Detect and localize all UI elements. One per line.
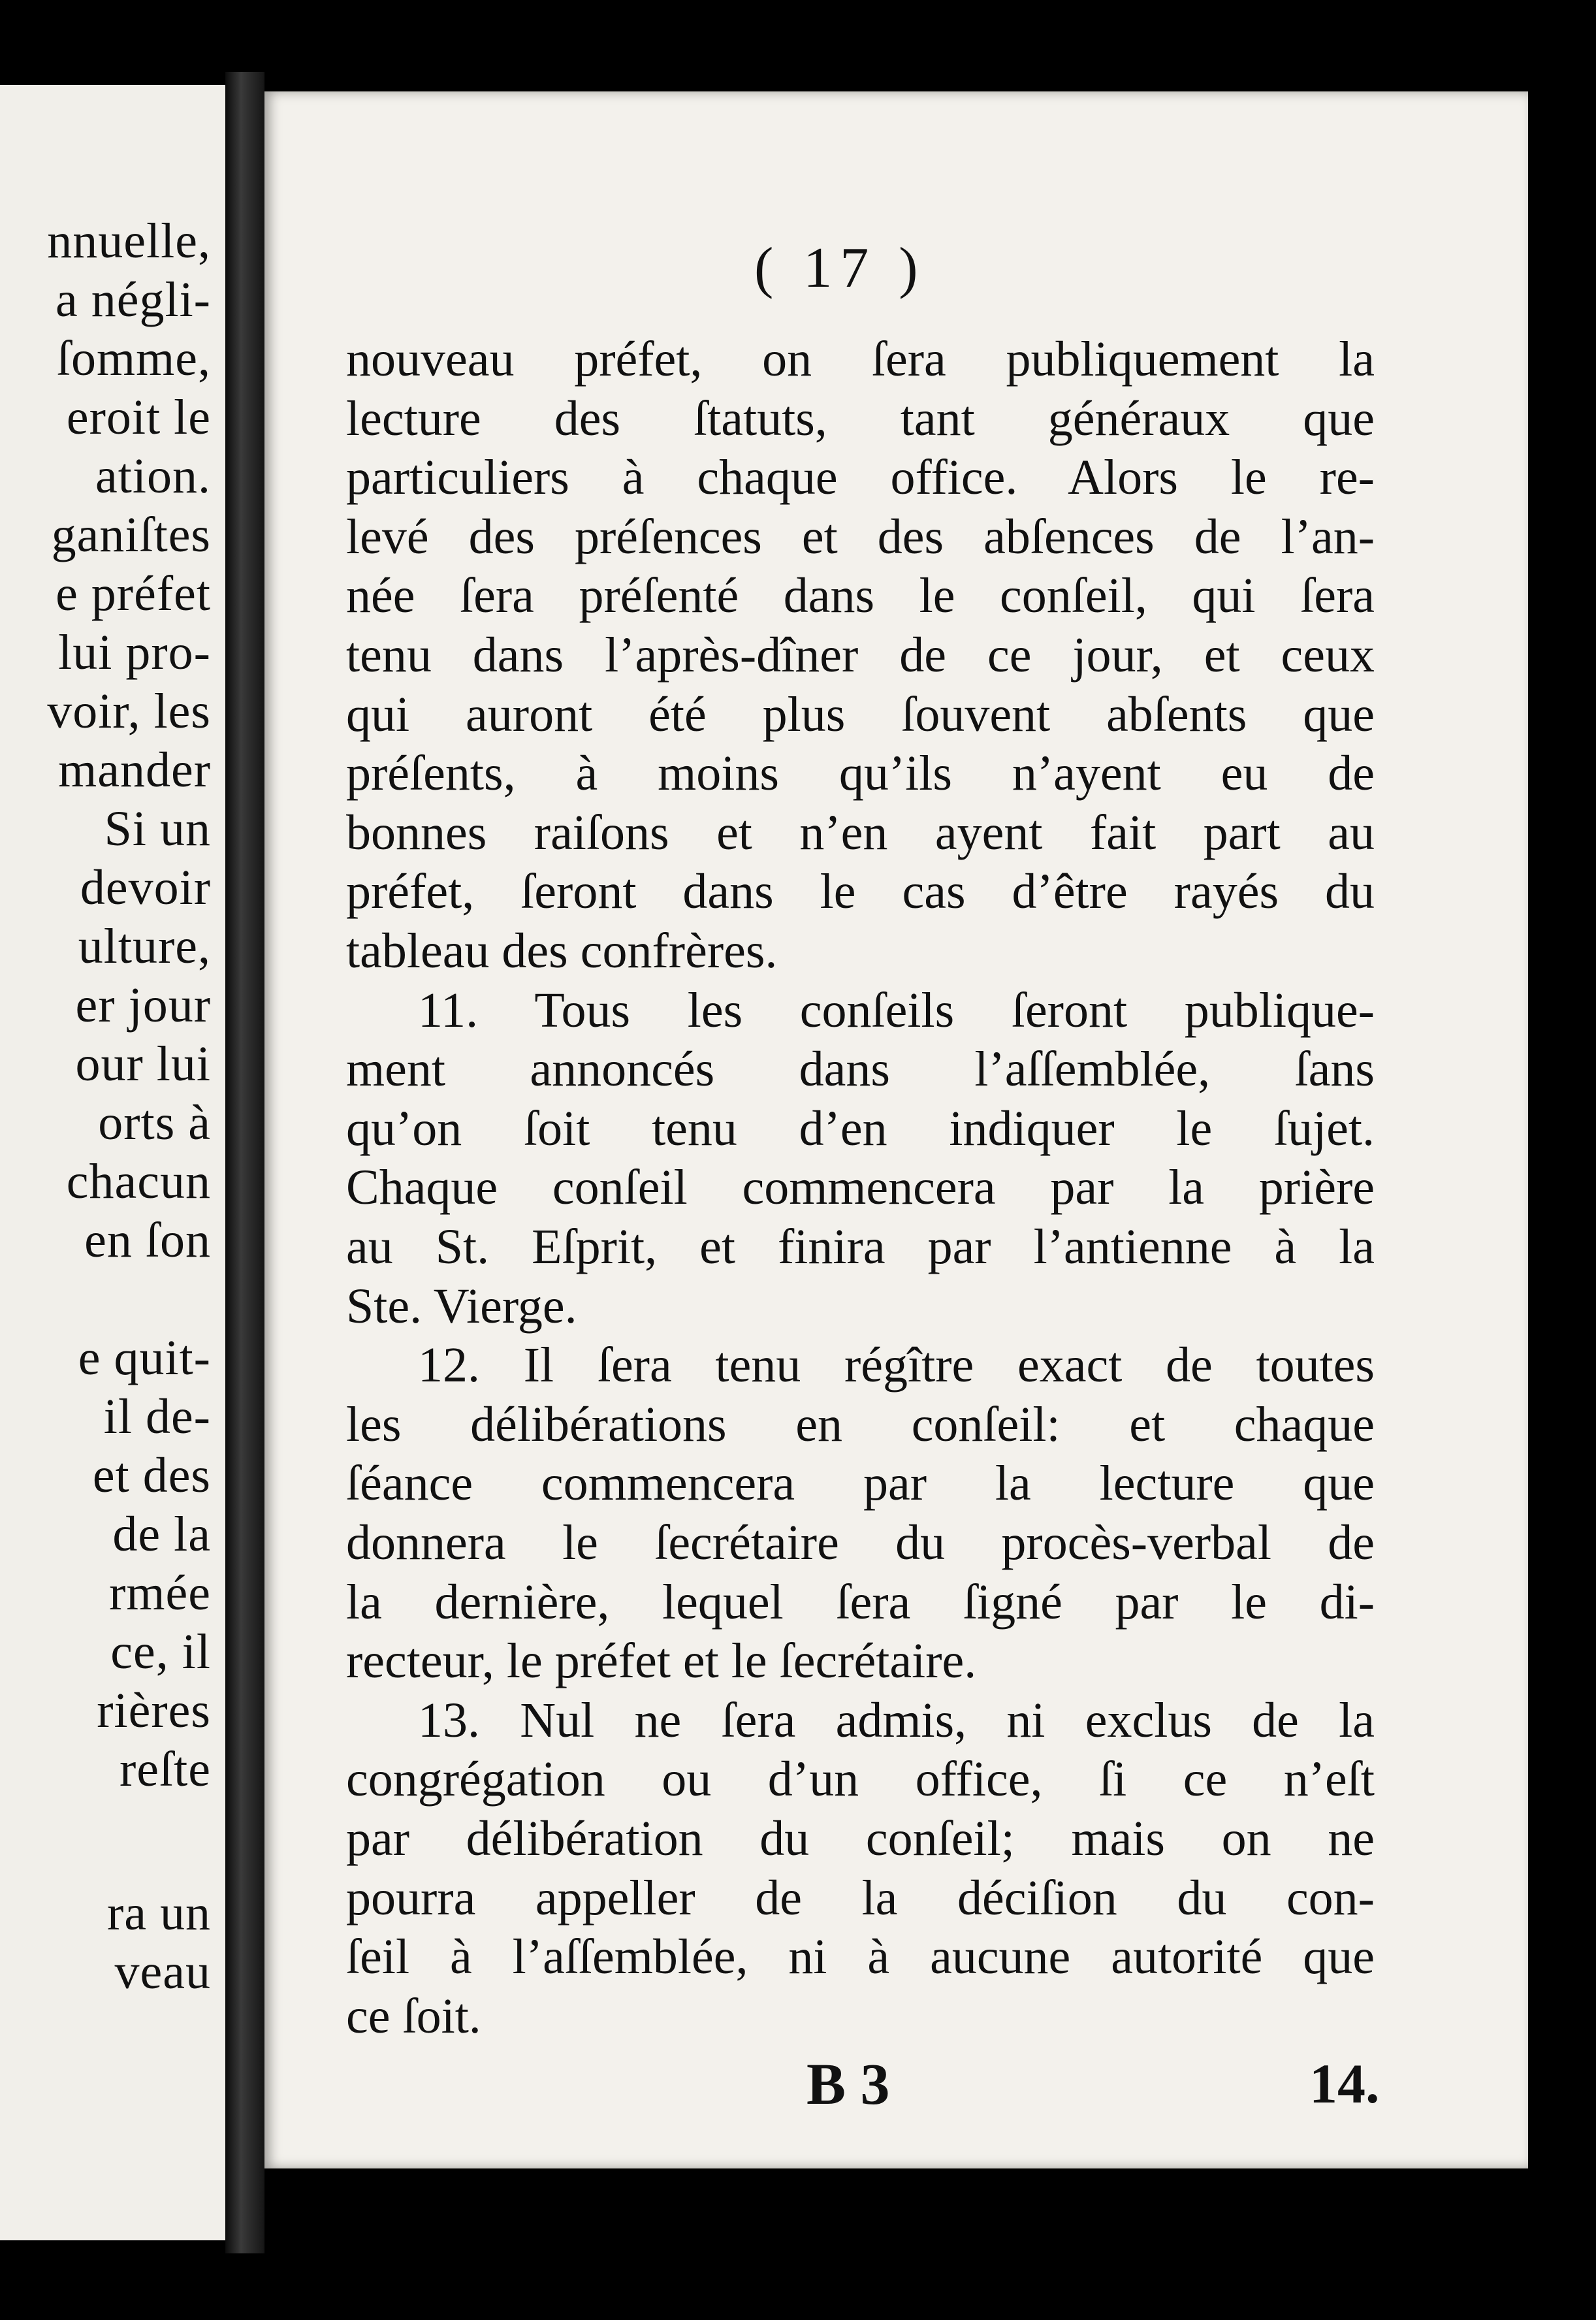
book-gutter bbox=[225, 72, 264, 2253]
text-line: tableau des confrères. bbox=[346, 924, 778, 978]
previous-page-line: e préfet bbox=[56, 566, 211, 621]
previous-page-line: a négli- bbox=[55, 272, 211, 327]
previous-page-line: ſomme, bbox=[56, 331, 211, 386]
previous-page-line: lui pro- bbox=[58, 625, 211, 680]
text-line: ce ſoit. bbox=[346, 1988, 481, 2044]
text-line: ſéance commencera par la lecture que bbox=[346, 1456, 1375, 1511]
text-line: pourra appeller de la déciſion du con- bbox=[346, 1870, 1375, 1925]
text-line: qu’on ſoit tenu d’en indiquer le ſujet. bbox=[346, 1101, 1375, 1156]
text-line: préſents, à moins qu’ils n’ayent eu de bbox=[346, 746, 1375, 801]
previous-page-line: ation. bbox=[95, 449, 211, 504]
previous-page-line: devoir bbox=[80, 860, 211, 915]
previous-page-line: veau bbox=[114, 1944, 211, 1999]
catchword: 14. bbox=[1309, 2052, 1380, 2115]
previous-page-line: er jour bbox=[75, 978, 211, 1033]
text-line: préfet, ſeront dans le cas d’être rayés du bbox=[346, 864, 1375, 920]
text-line: nouveau préfet, on ſera publiquement la bbox=[346, 332, 1375, 387]
text-line: par délibération du conſeil; mais on ne bbox=[346, 1811, 1375, 1866]
text-line: au St. Eſprit, et finira par l’antienne à la bbox=[346, 1219, 1375, 1274]
previous-page-line: our lui bbox=[75, 1037, 211, 1091]
text-line: Chaque conſeil commencera par la prière bbox=[346, 1160, 1375, 1216]
previous-page-line: voir, les bbox=[47, 684, 211, 739]
previous-page-line: ra un bbox=[106, 1886, 211, 1941]
previous-page-line: mander bbox=[58, 743, 211, 798]
text-line: les délibérations en conſeil: et chaque bbox=[346, 1396, 1375, 1452]
text-line: Ste. Vierge. bbox=[346, 1278, 577, 1334]
text-line: 11. Tous les conſeils ſeront publique- bbox=[418, 982, 1375, 1038]
text-line: qui auront été plus ſouvent abſents que bbox=[346, 686, 1375, 742]
previous-page-line: ganiſtes bbox=[51, 508, 211, 562]
previous-page-line: ulture, bbox=[78, 919, 211, 974]
text-line: bonnes raiſons et n’en ayent fait part au bbox=[346, 805, 1375, 860]
previous-page-line: Si un bbox=[104, 801, 211, 856]
previous-page-line: rières bbox=[97, 1683, 211, 1738]
text-line: la dernière, lequel ſera ſigné par le di- bbox=[346, 1574, 1375, 1630]
text-line: 12. Il ſera tenu régître exact de toutes bbox=[418, 1338, 1375, 1393]
page-number-header: ( 17 ) bbox=[754, 236, 926, 300]
previous-page-line: il de- bbox=[103, 1389, 211, 1444]
previous-page-line: orts à bbox=[98, 1095, 211, 1150]
previous-page-line: nnuelle, bbox=[47, 214, 211, 268]
previous-page-line: e quit- bbox=[78, 1330, 211, 1385]
previous-page-line: de la bbox=[112, 1507, 211, 1562]
previous-page-line: ce, il bbox=[110, 1624, 211, 1679]
text-line: levé des préſences et des abſences de l’an- bbox=[346, 509, 1375, 564]
previous-page bbox=[0, 85, 229, 2240]
text-line: ment annoncés dans l’aſſemblée, ſans bbox=[346, 1042, 1375, 1097]
text-line: tenu dans l’après-dîner de ce jour, et ceux bbox=[346, 628, 1375, 683]
text-line: née ſera préſenté dans le conſeil, qui ſera bbox=[346, 568, 1375, 624]
text-line: ſeil à l’aſſemblée, ni à aucune autorité que bbox=[346, 1929, 1375, 1985]
signature-mark: B 3 bbox=[806, 2052, 890, 2117]
previous-page-line: et des bbox=[92, 1448, 211, 1503]
text-line: recteur, le préfet et le ſecrétaire. bbox=[346, 1634, 977, 1689]
text-line: congrégation ou d’un office, ſi ce n’eſt bbox=[346, 1752, 1375, 1807]
text-line: 13. Nul ne ſera admis, ni exclus de la bbox=[418, 1692, 1375, 1748]
previous-page-line: rmée bbox=[109, 1566, 211, 1620]
previous-page-line: chacun bbox=[66, 1154, 211, 1209]
previous-page-line: reſte bbox=[119, 1742, 211, 1797]
text-line: lecture des ſtatuts, tant généraux que bbox=[346, 391, 1375, 446]
previous-page-line: eroit le bbox=[66, 390, 211, 445]
text-line: particuliers à chaque office. Alors le re- bbox=[346, 450, 1375, 506]
text-line: donnera le ſecrétaire du procès-verbal de bbox=[346, 1515, 1375, 1570]
previous-page-line: en ſon bbox=[84, 1213, 211, 1268]
